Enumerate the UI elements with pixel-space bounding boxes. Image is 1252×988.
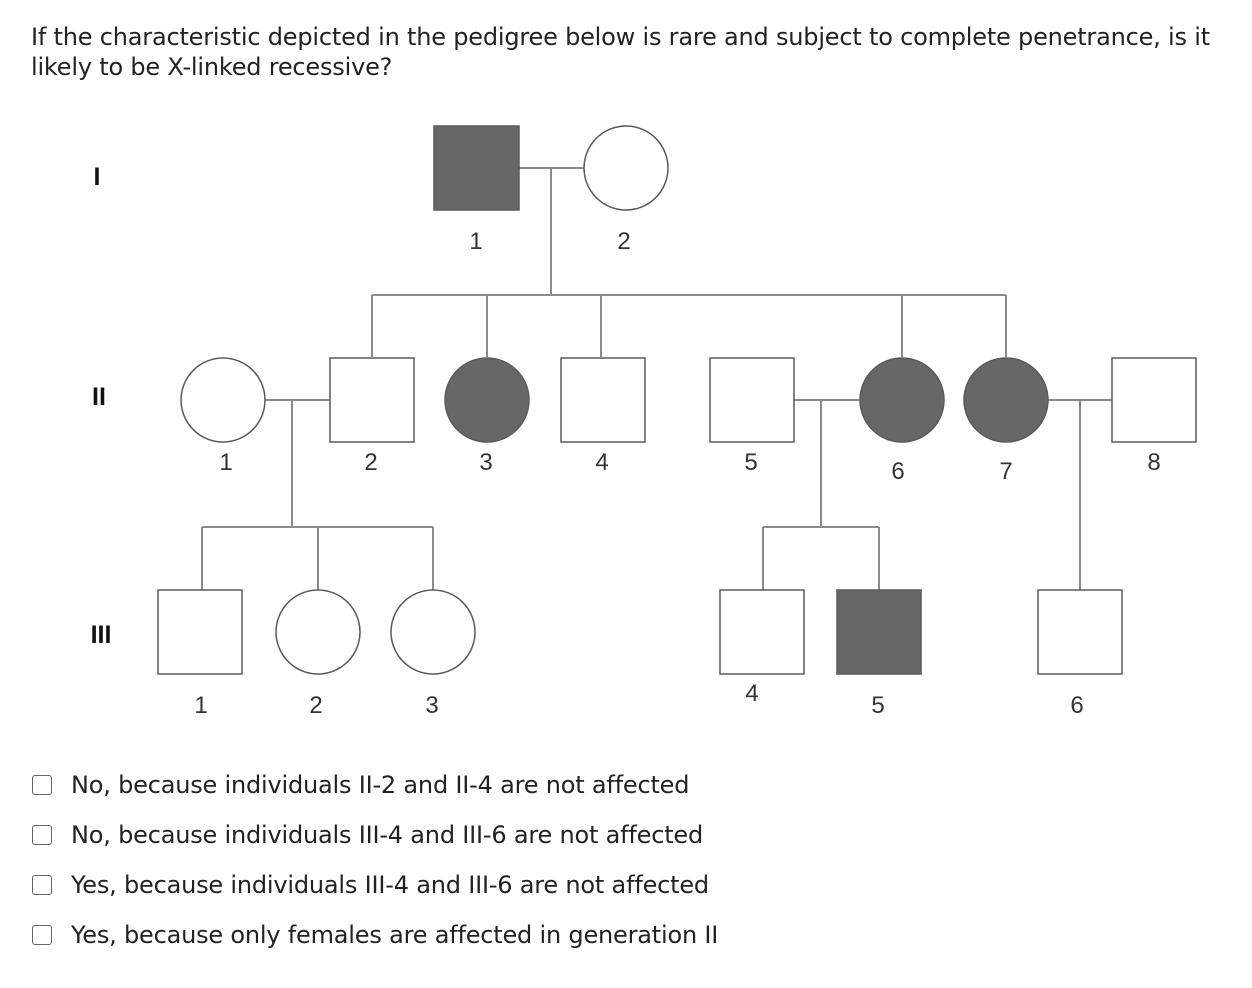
option-label[interactable]: No, because individuals II-2 and II-4 are not affected xyxy=(71,771,690,799)
checkbox[interactable] xyxy=(32,875,52,895)
answer-option-2[interactable] xyxy=(32,810,718,860)
number-label-II-3: 3 xyxy=(479,449,493,476)
individual-II-1 xyxy=(181,358,265,442)
number-label-II-8: 8 xyxy=(1147,449,1161,476)
number-label-III-5: 5 xyxy=(871,692,885,719)
individual-I-1 xyxy=(434,126,519,210)
generation-label-II: II xyxy=(92,383,106,411)
number-label-II-5: 5 xyxy=(744,449,758,476)
number-label-II-7: 7 xyxy=(999,458,1013,485)
individual-III-6 xyxy=(1038,590,1122,674)
number-label-I-2: 2 xyxy=(617,228,631,255)
checkbox[interactable] xyxy=(32,775,52,795)
individual-I-2 xyxy=(584,126,668,210)
individual-III-5 xyxy=(837,590,921,674)
individual-II-8 xyxy=(1112,358,1196,442)
number-label-II-1: 1 xyxy=(219,449,233,476)
answer-options xyxy=(32,760,718,960)
checkbox[interactable] xyxy=(32,925,52,945)
option-label[interactable]: Yes, because only females are affected in generation II xyxy=(71,921,719,949)
individual-II-6 xyxy=(860,358,944,442)
individual-III-1 xyxy=(158,590,242,674)
option-label[interactable]: Yes, because individuals III-4 and III-6 are not affected xyxy=(71,871,709,899)
number-label-II-4: 4 xyxy=(595,449,609,476)
answer-option-4[interactable] xyxy=(32,910,718,960)
individual-III-4 xyxy=(720,590,804,674)
individual-II-5 xyxy=(710,358,794,442)
number-label-II-6: 6 xyxy=(891,458,905,485)
individual-II-3 xyxy=(445,358,529,442)
individual-III-3 xyxy=(391,590,475,674)
number-label-III-6: 6 xyxy=(1070,692,1084,719)
answer-option-3[interactable] xyxy=(32,860,718,910)
individual-II-7 xyxy=(964,358,1048,442)
individual-II-2 xyxy=(330,358,414,442)
question-text: If the characteristic depicted in the pedigree below is rare and subject to complete penetrance, is it likely to be X-linked recessive? xyxy=(31,23,1210,81)
number-label-II-2: 2 xyxy=(364,449,378,476)
option-label[interactable]: No, because individuals III-4 and III-6 are not affected xyxy=(71,821,704,849)
generation-label-I: I xyxy=(93,163,101,191)
number-label-III-1: 1 xyxy=(194,692,208,719)
individual-II-4 xyxy=(561,358,645,442)
number-label-III-4: 4 xyxy=(745,680,759,707)
number-label-III-3: 3 xyxy=(425,692,439,719)
generation-label-III: III xyxy=(90,621,112,649)
number-label-III-2: 2 xyxy=(309,692,323,719)
checkbox[interactable] xyxy=(32,825,52,845)
individual-III-2 xyxy=(276,590,360,674)
answer-option-1[interactable] xyxy=(32,760,718,810)
number-label-I-1: 1 xyxy=(469,228,483,255)
